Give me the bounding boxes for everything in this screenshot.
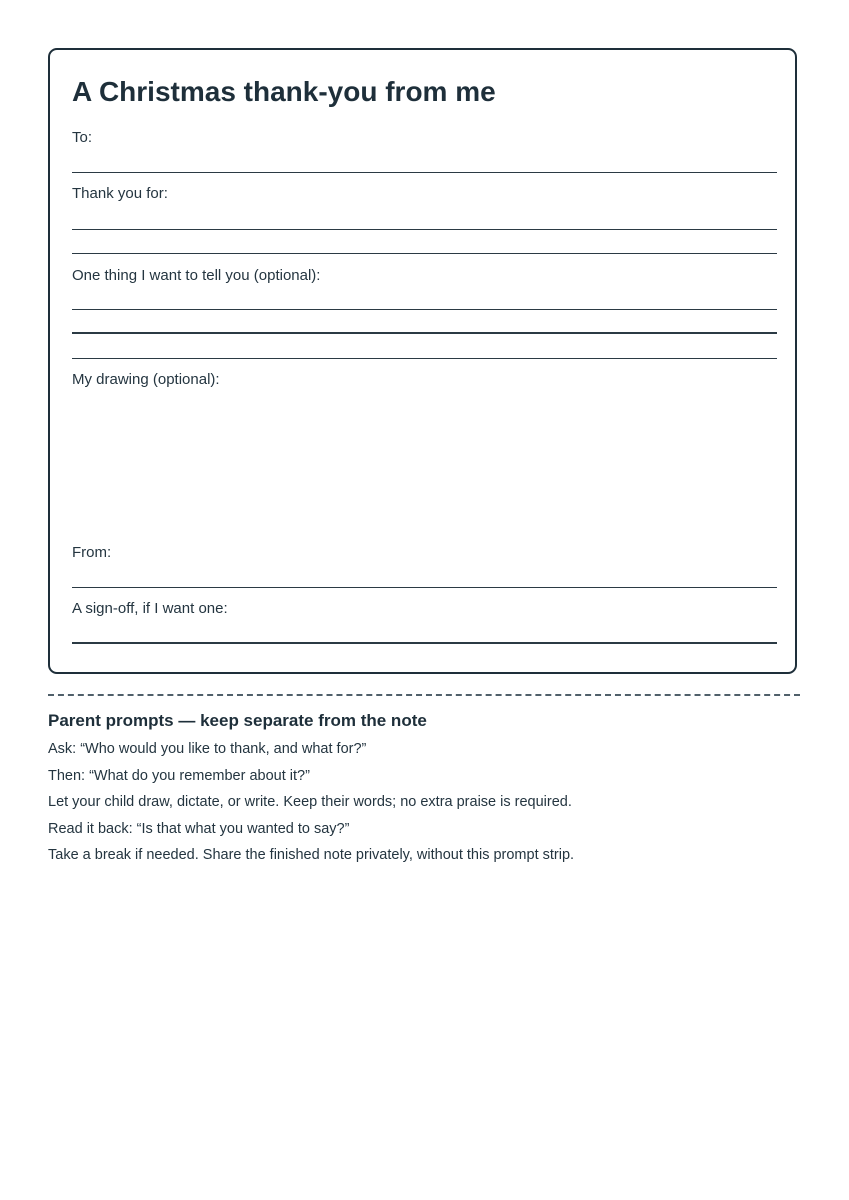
sign-off-label: A sign-off, if I want one: xyxy=(72,600,228,617)
sign-off-write-line[interactable] xyxy=(72,642,777,644)
parent-prompts-list xyxy=(48,740,800,864)
drawing-area[interactable] xyxy=(72,390,777,540)
thank-you-for-label: Thank you for: xyxy=(72,185,168,202)
parent-prompts-strip xyxy=(48,710,800,873)
from-label: From: xyxy=(72,544,112,561)
to-label: To: xyxy=(72,129,93,146)
one-thing-label: One thing I want to tell you (optional): xyxy=(72,267,321,284)
thank-you-for-write-line-2[interactable] xyxy=(72,253,777,254)
drawing-label: My drawing (optional): xyxy=(72,371,220,388)
prompt-item: Take a break if needed. Share the finished note privately, without this prompt strip. xyxy=(48,847,575,863)
to-write-line[interactable] xyxy=(72,172,777,173)
prompt-item: Let your child draw, dictate, or write. Keep their words; no extra praise is required. xyxy=(48,794,572,810)
from-write-line[interactable] xyxy=(72,587,777,588)
one-thing-write-line-1[interactable] xyxy=(72,309,777,310)
parent-prompts-heading: Parent prompts — keep separate from the note xyxy=(48,711,427,730)
prompt-item: Then: “What do you remember about it?” xyxy=(48,767,310,784)
prompt-item: Read it back: “Is that what you wanted to say?” xyxy=(48,820,350,837)
cut-line-divider xyxy=(48,694,800,696)
one-thing-write-line-3[interactable] xyxy=(72,358,777,359)
prompt-item: Ask: “Who would you like to thank, and what for?” xyxy=(48,741,367,757)
one-thing-write-line-2[interactable] xyxy=(72,332,777,334)
thank-you-for-write-line-1[interactable] xyxy=(72,229,777,230)
thank-you-note-card xyxy=(48,48,797,674)
note-title: A Christmas thank-you from me xyxy=(72,76,496,107)
